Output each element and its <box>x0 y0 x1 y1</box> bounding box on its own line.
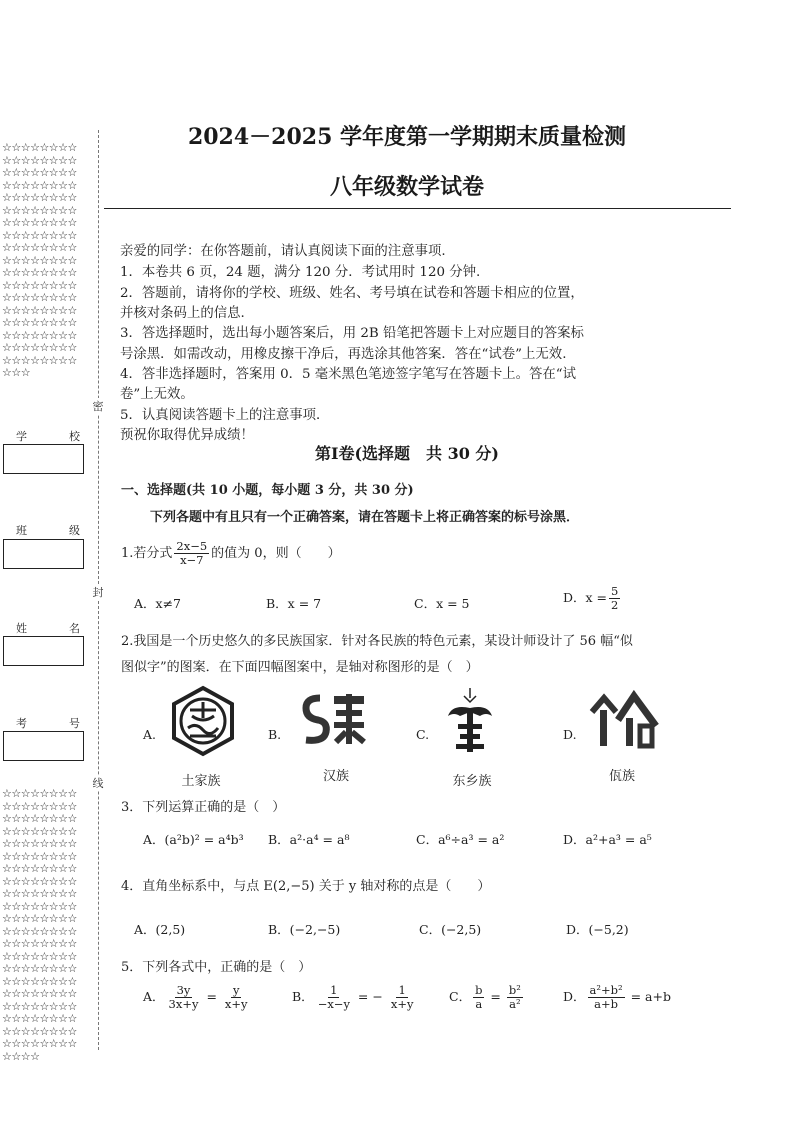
star-border-top: ☆☆☆☆☆☆☆☆☆☆☆☆☆☆☆☆☆☆☆☆☆☆☆☆☆☆☆☆☆☆☆☆☆☆☆☆☆☆☆☆☆☆☆☆☆☆☆☆☆☆☆☆☆☆☆☆☆☆☆☆☆☆☆☆☆☆☆☆☆☆☆☆☆☆☆☆☆☆☆☆☆☆☆☆☆☆☆☆☆☆☆☆☆☆☆☆☆☆☆☆☆☆☆☆☆☆☆☆☆☆☆☆☆☆☆☆☆☆☆☆☆☆☆☆☆☆☆☆☆☆☆☆☆☆☆☆☆☆☆☆☆☆☆☆☆☆☆ <box>2 141 77 379</box>
q2-caption-tujia: 土家族 <box>181 774 221 789</box>
q1-option-a[interactable]: A．x≠7 <box>134 596 182 611</box>
question-5: 5．下列各式中，正确的是（ ） <box>121 960 312 975</box>
q1-option-c[interactable]: C．x = 5 <box>414 596 470 611</box>
question-2-line1: 2.我国是一个历史悠久的多民族国家．针对各民族的特色元素，某设计师设计了 56 幅“似 <box>121 634 633 649</box>
name-field[interactable] <box>3 636 84 666</box>
q3-option-d[interactable]: D．a²+a³ = a⁵ <box>563 832 652 847</box>
seal-char-xian: 线 <box>92 777 104 790</box>
q5-option-a[interactable]: A． $\frac{3y}{3x+y}$ = $\frac{y}{x+y}$ <box>143 983 248 1011</box>
notice-line: 卷”上无效。 <box>120 387 194 402</box>
class-label: 班 级 <box>16 524 80 537</box>
seal-char-mi: 密 <box>92 400 104 413</box>
question-1: 1.若分式 $\frac{2x-5}{x-7}$ 的值为 0，则（ ） <box>121 539 341 567</box>
q4-option-a[interactable]: A．(2,5) <box>134 922 186 937</box>
title-rule <box>104 208 731 209</box>
q2-option-b-label[interactable]: B. <box>268 727 282 742</box>
star-border-bottom: ☆☆☆☆☆☆☆☆☆☆☆☆☆☆☆☆☆☆☆☆☆☆☆☆☆☆☆☆☆☆☆☆☆☆☆☆☆☆☆☆☆☆☆☆☆☆☆☆☆☆☆☆☆☆☆☆☆☆☆☆☆☆☆☆☆☆☆☆☆☆☆☆☆☆☆☆☆☆☆☆☆☆☆☆☆☆☆☆☆☆☆☆☆☆☆☆☆☆☆☆☆☆☆☆☆☆☆☆☆☆☆☆☆☆☆☆☆☆☆☆☆☆☆☆☆☆☆☆☆☆☆☆☆☆☆☆☆☆☆☆☆☆☆☆☆☆☆☆☆☆☆☆☆☆☆☆☆☆☆☆☆☆☆☆☆☆☆☆☆☆☆☆ <box>2 787 77 1063</box>
exam-title: 2024－2025 学年度第一学期期末质量检测 <box>187 124 627 150</box>
notice-line: 预祝你取得优异成绩！ <box>120 428 254 443</box>
class-field[interactable] <box>3 539 84 569</box>
q5-option-d[interactable]: D． $\frac{\text{a²+b²}}{a+b}$ = a+b <box>563 983 671 1011</box>
question-3: 3．下列运算正确的是（ ） <box>121 800 286 815</box>
q5-option-c[interactable]: C． $\frac{b}{a}$ = $\frac{\text{b²}}{\text{a²}}$ <box>449 983 521 1011</box>
q3-option-b[interactable]: B．a²·a⁴ = a⁸ <box>268 832 350 847</box>
notice-line: 1．本卷共 6 页，24 题，满分 120 分．考试用时 120 分钟. <box>120 265 481 280</box>
q2-caption-dongxiang: 东乡族 <box>452 774 492 789</box>
seal-char-feng: 封 <box>92 586 104 599</box>
exam-number-label: 考 号 <box>16 717 80 730</box>
tujia-pattern-icon <box>168 686 238 756</box>
q5-option-b[interactable]: B． $\frac{1}{-x-y}$ = − $\frac{1}{x+y}$ <box>292 983 414 1011</box>
notice-line: 号涂黑．如需改动，用橡皮擦干净后，再选涂其他答案．答在“试卷”上无效. <box>120 347 567 362</box>
notice-line: 5．认真阅读答题卡上的注意事项． <box>120 408 330 423</box>
q2-caption-wa: 佤族 <box>608 769 635 784</box>
q4-option-b[interactable]: B．(−2,−5) <box>268 922 341 937</box>
q1-option-b[interactable]: B．x = 7 <box>266 596 322 611</box>
q2-caption-han: 汉族 <box>322 769 349 784</box>
notice-line: 4．答非选择题时，答案用 0．5 毫米黑色笔迹签字笔写在答题卡上。答在“试 <box>120 367 577 382</box>
q3-option-a[interactable]: A．(a²b)² = a⁴b³ <box>143 832 244 847</box>
section-heading: 一、选择题(共 10 小题，每小题 3 分，共 30 分) <box>121 483 414 498</box>
q2-option-a-label[interactable]: A. <box>143 727 157 742</box>
q4-option-c[interactable]: C．(−2,5) <box>419 922 482 937</box>
q4-option-d[interactable]: D．(−5,2) <box>566 922 629 937</box>
dongxiang-pattern-icon <box>440 688 500 756</box>
notice-line: 2．答题前，请将你的学校、班级、姓名、考号填在试卷和答题卡相应的位置， <box>120 286 584 301</box>
exam-subtitle: 八年级数学试卷 <box>329 174 484 200</box>
question-2-line2: 图似字”的图案．在下面四幅图案中，是轴对称图形的是（ ） <box>121 660 479 675</box>
exam-number-field[interactable] <box>3 731 84 761</box>
question-4: 4．直角坐标系中，与点 E(2,−5) 关于 y 轴对称的点是（ ） <box>121 879 491 894</box>
part-heading: 第Ⅰ卷(选择题 共 30 分) <box>314 444 500 463</box>
notice-line: 亲爱的同学：在你答题前，请认真阅读下面的注意事项. <box>120 244 446 259</box>
wa-pattern-icon <box>588 690 660 752</box>
name-label: 姓 名 <box>16 622 80 635</box>
q3-option-c[interactable]: C．a⁶÷a³ = a² <box>416 832 505 847</box>
q2-option-c-label[interactable]: C. <box>416 727 430 742</box>
q1-option-d[interactable]: D．x = $\frac{5}{2}$ <box>563 584 619 612</box>
school-label: 学 校 <box>16 430 80 443</box>
q2-option-d-label[interactable]: D. <box>563 727 577 742</box>
section-instruction: 下列各题中有且只有一个正确答案，请在答题卡上将正确答案的标号涂黑． <box>150 510 580 525</box>
notice-line: 并核对条码上的信息. <box>120 306 245 321</box>
han-pattern-icon <box>300 690 370 750</box>
notice-line: 3．答选择题时，选出每小题答案后，用 2B 铅笔把答题卡上对应题目的答案标 <box>120 326 584 341</box>
